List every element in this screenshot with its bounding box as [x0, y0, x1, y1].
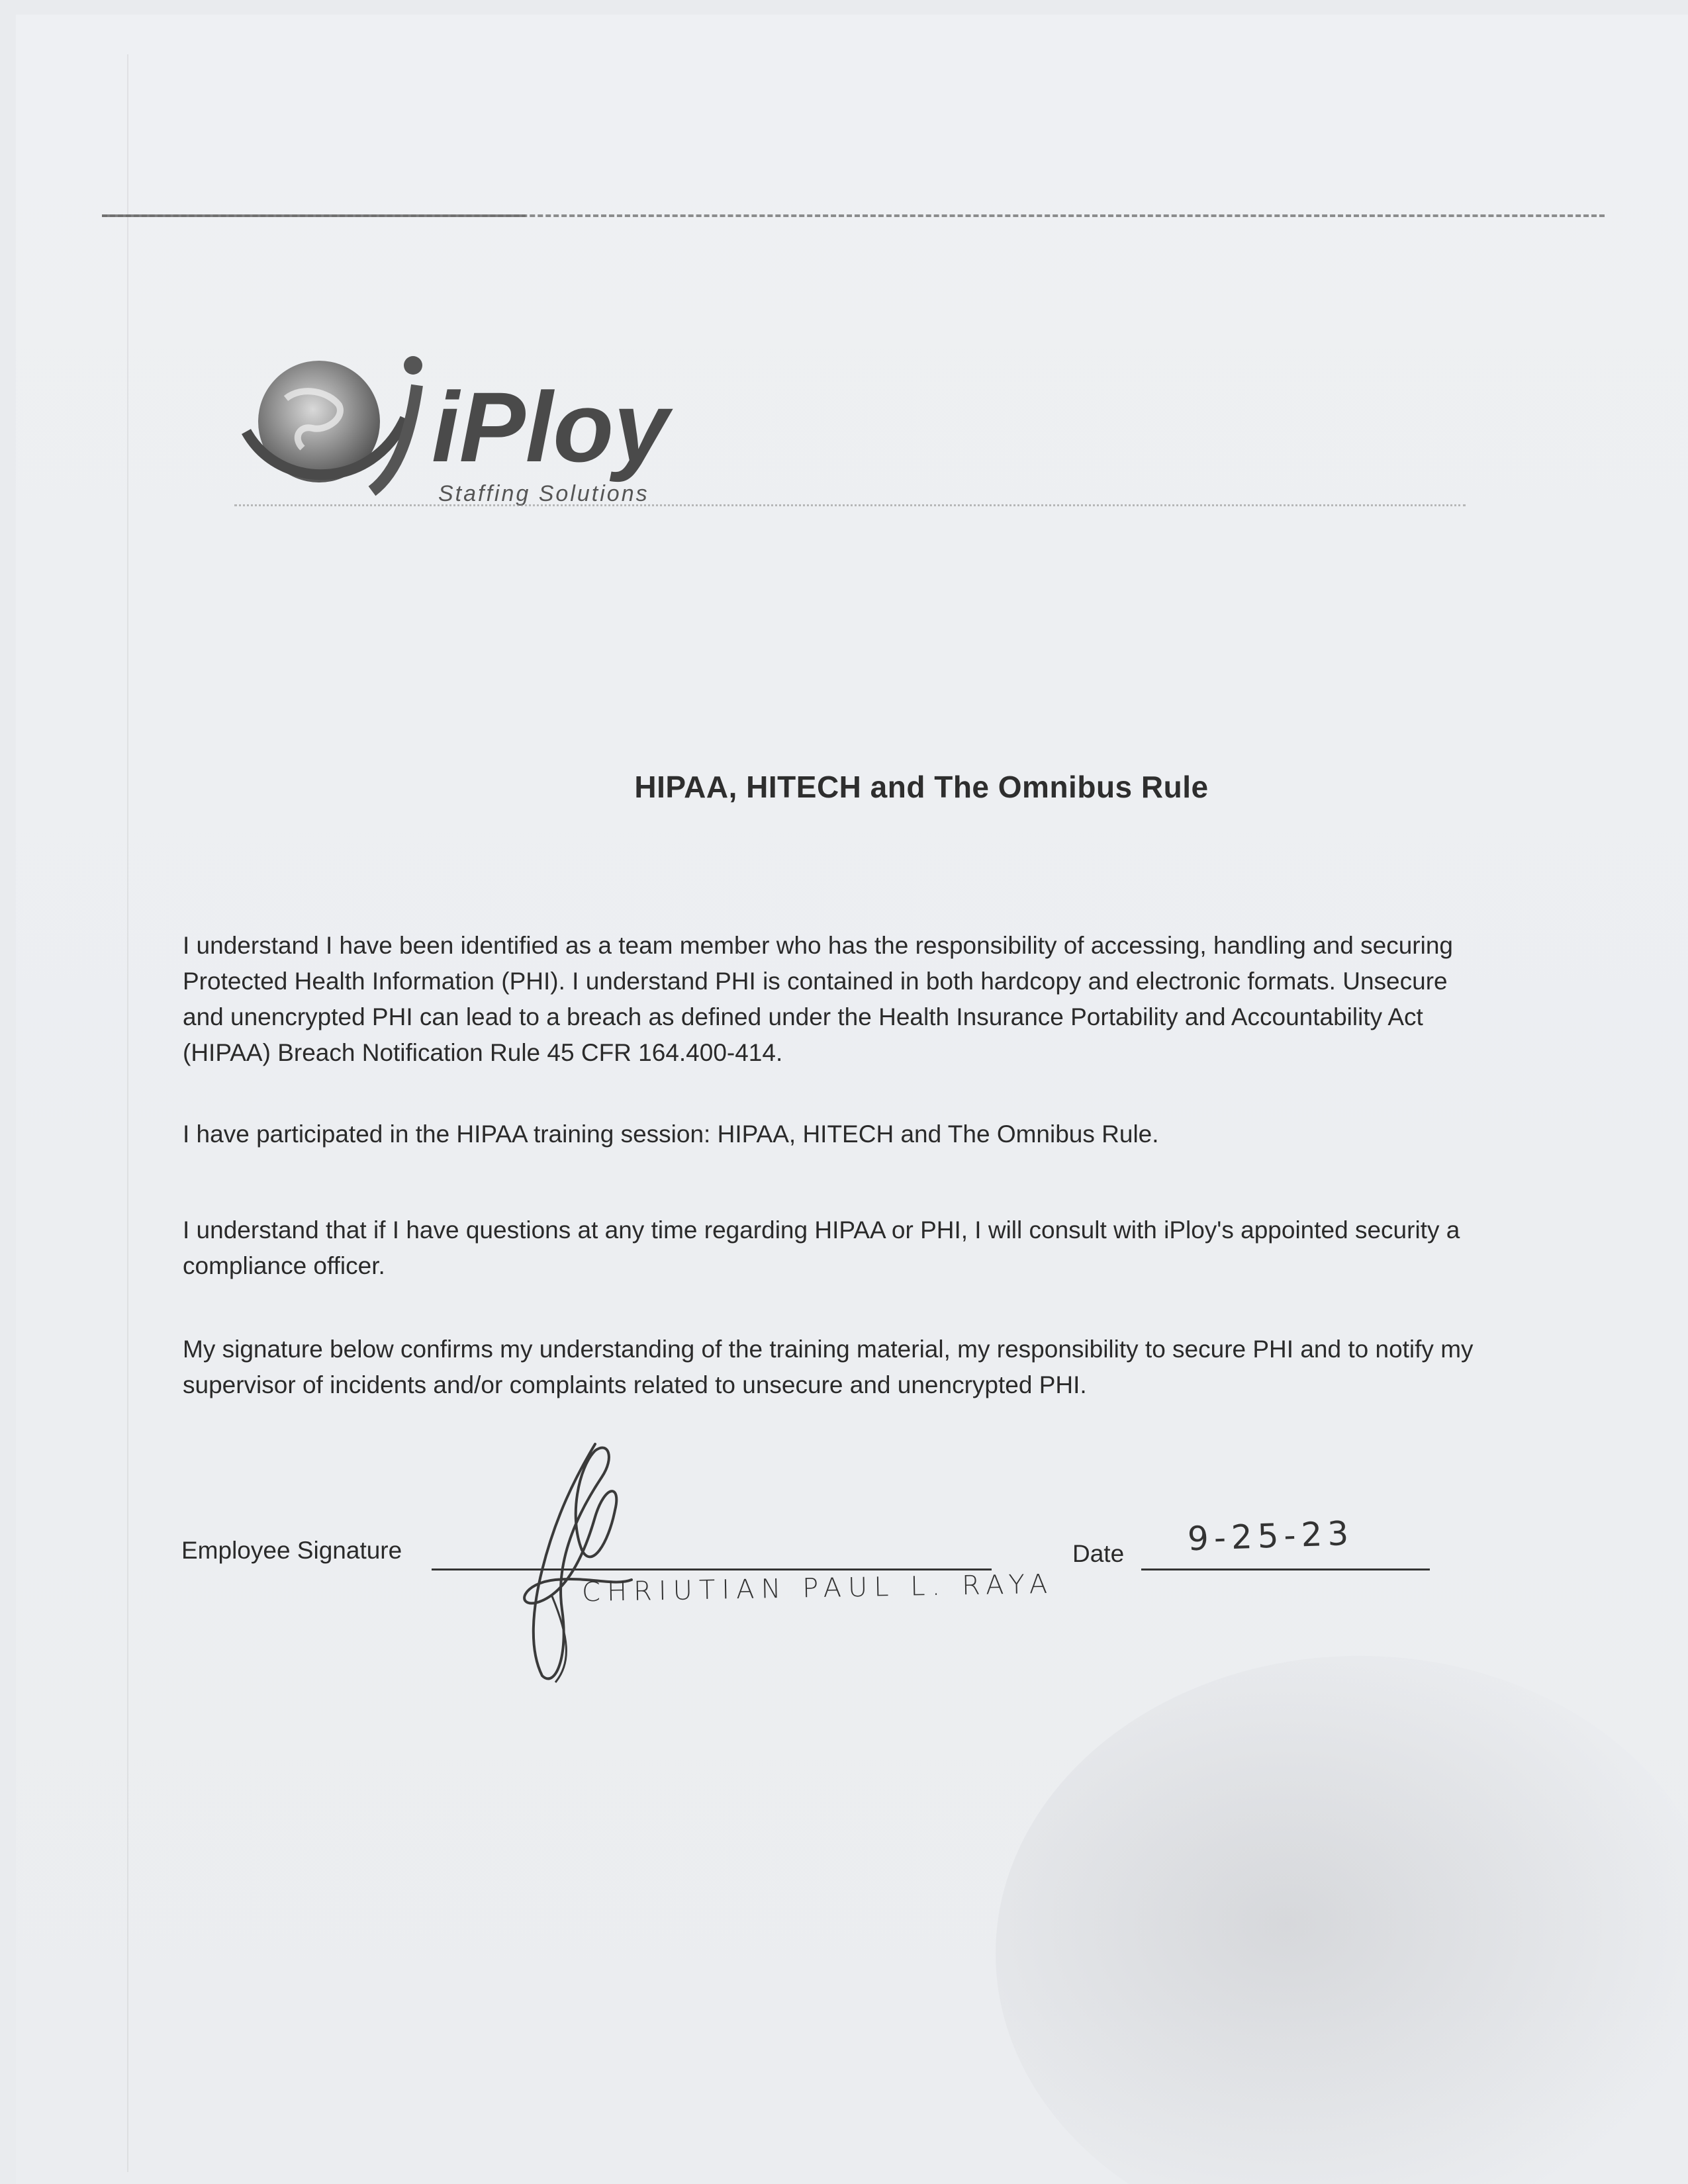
paragraph-line: My signature below confirms my understanding of the training material, my responsibility to secure PHI and to notify my — [183, 1336, 1474, 1363]
paragraph-line: and unencrypted PHI can lead to a breach as defined under the Health Insurance Portability and Accountability Act — [183, 1003, 1423, 1030]
iploy-logo — [240, 339, 716, 518]
logo-wordmark: iPloy — [432, 371, 669, 482]
paragraph-responsibility — [183, 928, 1688, 1071]
paragraph-line: Protected Health Information (PHI). I understand PHI is contained in both hardcopy and electronic formats. Unsecure — [183, 968, 1448, 995]
paragraph-line: I understand I have been identified as a team member who has the responsibility of accessing, handling and securing — [183, 932, 1453, 959]
paragraph-line: (HIPAA) Breach Notification Rule 45 CFR 164.400-414. — [183, 1039, 783, 1066]
date-value: 9-25-23 — [1187, 1514, 1355, 1559]
paragraph-line: compliance officer. — [183, 1252, 385, 1279]
header-rule-solid — [102, 214, 526, 217]
scan-smudge — [996, 1656, 1688, 2184]
globe-logo-icon — [240, 339, 716, 518]
paragraph-questions — [183, 1212, 1688, 1284]
paragraph-line: supervisor of incidents and/or complaints related to unsecure and unencrypted PHI. — [183, 1371, 1087, 1398]
logo-rule — [234, 504, 1466, 506]
paragraph-line: I have participated in the HIPAA training session: HIPAA, HITECH and The Omnibus Rule. — [183, 1120, 1159, 1148]
date-label: Date — [1072, 1540, 1125, 1567]
handwritten-signature — [516, 1437, 641, 1689]
paragraph-confirmation — [183, 1332, 1688, 1403]
paragraph-training — [183, 1116, 1688, 1152]
document-title: HIPAA, HITECH and The Omnibus Rule — [634, 770, 1209, 804]
printed-name: CHRIUTIAN PAUL L. RAYA — [581, 1569, 1055, 1608]
logo-tagline: Staffing Solutions — [438, 481, 649, 506]
paragraph-line: I understand that if I have questions at any time regarding HIPAA or PHI, I will consult with iPloy's appointed security a — [183, 1216, 1460, 1244]
date-line — [1141, 1569, 1430, 1570]
document-page — [16, 15, 1688, 2184]
scan-margin-shadow — [127, 54, 128, 2172]
employee-signature-label: Employee Signature — [181, 1537, 402, 1564]
